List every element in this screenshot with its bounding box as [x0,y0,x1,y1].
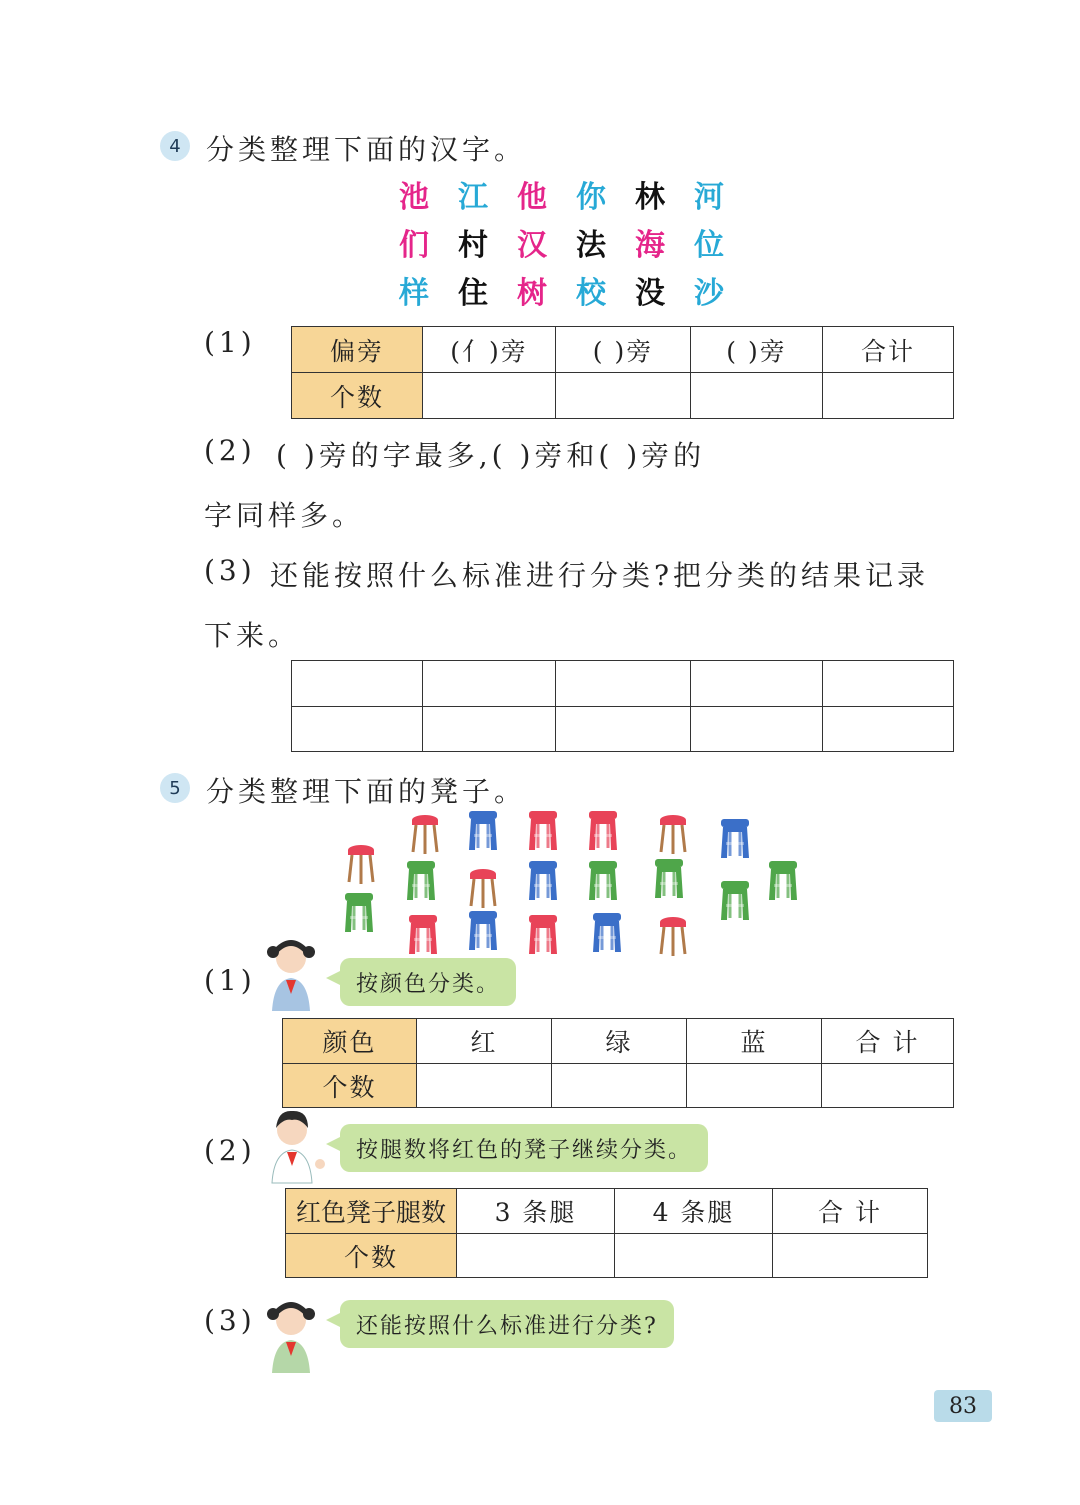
answer-cell[interactable] [823,661,954,707]
answer-cell[interactable] [556,707,691,752]
question-5-title: 分类整理下面的凳子。 [206,775,527,808]
stool-blue-4-legs [590,910,624,954]
answer-cell[interactable] [691,707,823,752]
stool-red-3-legs [408,812,442,856]
stool-red-4-legs [406,912,440,956]
grid-character: 池 [399,180,429,215]
table-header-cell: ( )旁 [691,327,823,373]
grid-character: 样 [399,276,429,311]
table-header-cell: ( )旁 [556,327,691,373]
table-row-label: 个数 [292,373,423,419]
q4-part3-line2: 下来。 [204,619,301,652]
stool-blue-4-legs [718,816,752,860]
answer-cell[interactable] [615,1234,773,1278]
grid-character: 林 [635,180,665,215]
q5-part3-label: (3) [204,1304,256,1337]
stool-green-4-legs [404,858,438,902]
grid-character: 你 [576,180,606,215]
stool-red-4-legs [526,808,560,852]
q4-part2-line2: 字同样多。 [204,499,365,532]
grid-character: 汉 [517,228,547,263]
answer-cell[interactable] [773,1234,928,1278]
table-header-cell: 合 计 [822,1019,954,1064]
stool-green-4-legs [342,890,376,934]
q4-radical-table [291,326,954,419]
answer-cell[interactable] [457,1234,615,1278]
answer-cell[interactable] [556,661,691,707]
table-header-cell: 4 条腿 [615,1189,773,1234]
table-header-cell: 合计 [823,327,954,373]
answer-cell[interactable] [687,1064,822,1108]
grid-character: 江 [458,180,488,215]
answer-cell[interactable] [417,1064,552,1108]
answer-cell[interactable] [292,707,423,752]
answer-cell[interactable] [556,373,691,419]
table-row-label: 个数 [286,1234,457,1278]
grid-character: 校 [576,276,606,311]
grid-character: 没 [635,276,665,311]
table-header-cell: 偏旁 [292,327,423,373]
answer-cell[interactable] [823,707,954,752]
q4-part2-line1: ( )旁的字最多,( )旁和( )旁的 [276,439,706,472]
table-header-cell: 绿 [552,1019,687,1064]
grid-character: 树 [517,276,547,311]
q4-blank-table [291,660,954,752]
answer-cell[interactable] [423,661,556,707]
answer-cell[interactable] [691,373,823,419]
grid-character: 法 [576,228,606,263]
question-number-4: 4 [160,131,190,161]
speech-bubble: 按腿数将红色的凳子继续分类。 [340,1124,708,1172]
answer-cell[interactable] [691,661,823,707]
stool-red-4-legs [586,808,620,852]
grid-character: 海 [635,228,665,263]
table-header-cell: 合 计 [773,1189,928,1234]
stool-green-4-legs [718,878,752,922]
answer-cell[interactable] [292,661,423,707]
table-header-cell: 红色凳子腿数 [286,1189,457,1234]
speech-bubble: 还能按照什么标准进行分类? [340,1300,674,1348]
q5-part1-label: (1) [204,964,256,997]
grid-character: 他 [517,180,547,215]
table-header-cell: 红 [417,1019,552,1064]
grid-character: 沙 [694,276,724,311]
table-header-cell: 3 条腿 [457,1189,615,1234]
table-header-cell: 颜色 [283,1019,417,1064]
answer-cell[interactable] [552,1064,687,1108]
q5-part2-label: (2) [204,1134,256,1167]
stool-red-3-legs [656,812,690,856]
q5-color-table [282,1018,954,1108]
answer-cell[interactable] [423,707,556,752]
table-header-cell: 蓝 [687,1019,822,1064]
q5-legs-table [285,1188,928,1278]
q4-part3-line1: 还能按照什么标准进行分类?把分类的结果记录 [270,559,930,592]
grid-character: 村 [458,228,488,263]
grid-character: 们 [399,228,429,263]
answer-cell[interactable] [823,373,954,419]
table-header-cell: (亻)旁 [423,327,556,373]
stool-blue-4-legs [466,808,500,852]
q4-part3-label: (3) [204,554,256,587]
stool-green-4-legs [766,858,800,902]
table-row-label: 个数 [283,1064,417,1108]
stool-blue-4-legs [526,858,560,902]
q4-part2-label: (2) [204,434,256,467]
girl-avatar [262,936,320,1012]
question-number-5: 5 [160,773,190,803]
stool-blue-4-legs [466,908,500,952]
stool-green-4-legs [652,856,686,900]
grid-character: 河 [694,180,724,215]
answer-cell[interactable] [822,1064,954,1108]
answer-cell[interactable] [423,373,556,419]
question-4-title: 分类整理下面的汉字。 [206,133,527,166]
grid-character: 位 [694,228,724,263]
speech-bubble: 按颜色分类。 [340,958,516,1006]
stool-red-3-legs [344,842,378,886]
stool-red-3-legs [656,914,690,958]
grid-character: 住 [458,276,488,311]
page-number: 83 [934,1390,992,1422]
boy-avatar [262,1106,328,1184]
stool-red-4-legs [526,912,560,956]
stool-red-3-legs [466,866,500,910]
stool-green-4-legs [586,858,620,902]
q4-part1-label: (1) [204,326,256,359]
girl-avatar [262,1298,320,1374]
